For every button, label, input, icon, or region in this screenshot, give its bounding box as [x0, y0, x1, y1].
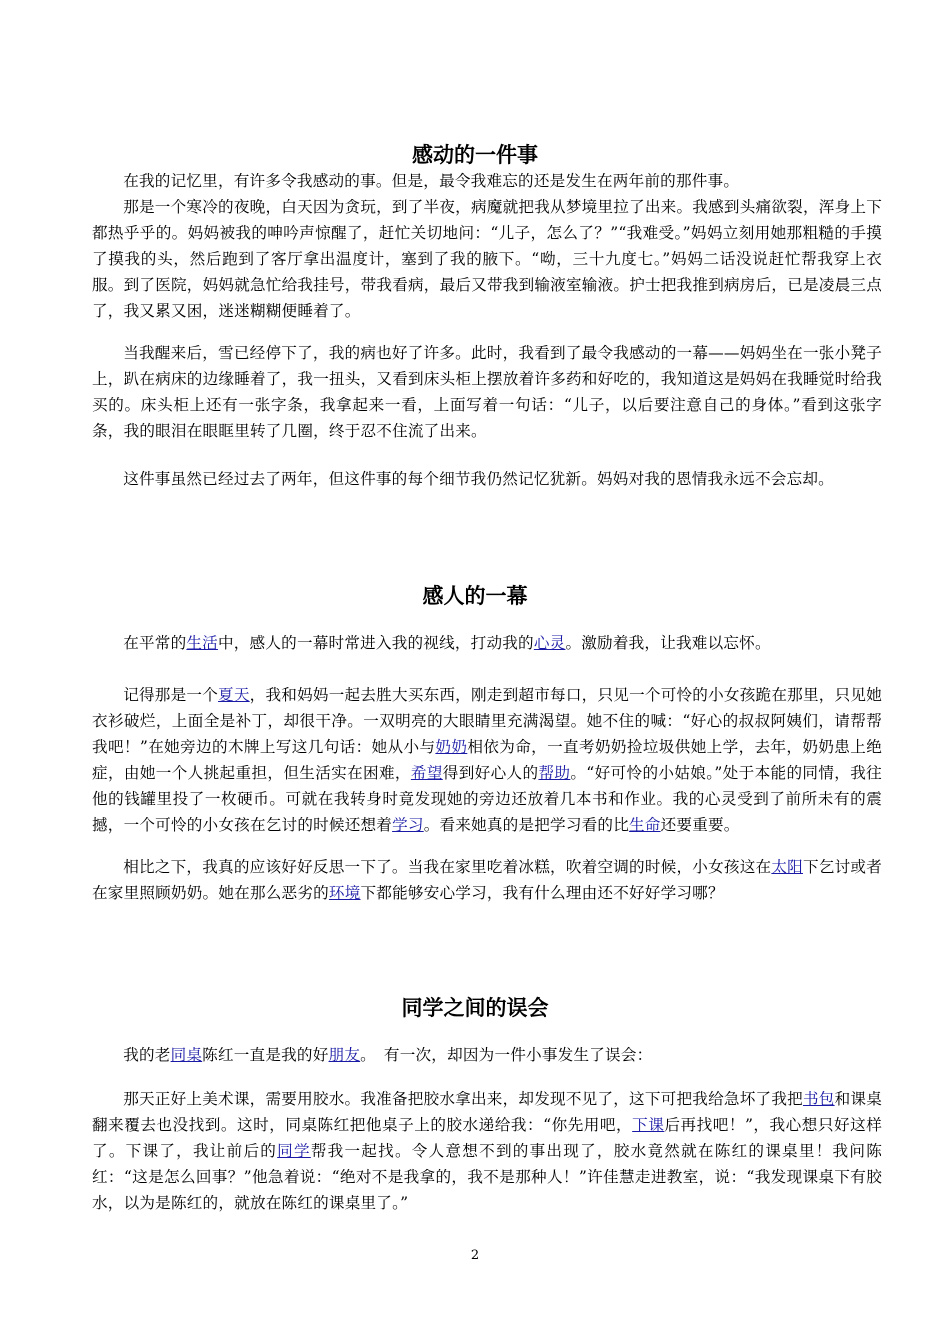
inline-link[interactable]: 帮助 — [538, 764, 571, 782]
paragraph-text: 当我醒来后，雪已经停下了，我的病也好了许多。此时，我看到了最令我感动的一幕——妈妈坐在一张小凳子上，趴在病床的边缘睡着了，我一扭头，又看到床头柜上摆放着许多药和好吃的，我知道这是妈妈在我睡觉时给我买的。床头柜上还有一张字条，我拿起来一看，上面写着一句话：“儿子，以后要注意自己的身体。”看到这张字条，我的眼泪在眼眶里转了几圈，终于忍不住流了出来。 — [92, 344, 882, 440]
inline-link[interactable]: 书包 — [802, 1090, 835, 1108]
paragraph-text: 和课桌翻来覆去也没找到。这时，同桌陈红把他桌子上的胶水递给我：“你先用吧， — [92, 1090, 882, 1134]
inline-link[interactable]: 同桌 — [170, 1046, 203, 1064]
paragraph-text: 那是一个寒冷的夜晚，白天因为贪玩，到了半夜，病魔就把我从梦境里拉了出来。我感到头痛欲裂，浑身上下都热乎乎的。妈妈被我的呻吟声惊醒了，赶忙关切地问：“儿子，怎么了？”“我难受。”妈妈立刻用她那粗糙的手摸了摸我的头，然后跑到了客厅拿出温度计，塞到了我的腋下。“呦，三十九度七。”妈妈二话没说赶忙帮我穿上衣服。到了医院，妈妈就急忙给我挂号，带我看病，最后又带我到输液室输液。护士把我推到病房后，已是凌晨三点了，我又累又困，迷迷糊糊便睡着了。 — [92, 198, 882, 320]
paragraph — [92, 466, 882, 492]
paragraph-text: 还要重要。 — [660, 816, 740, 834]
paragraph-text: 记得那是一个 — [123, 686, 219, 704]
paragraph-text: 陈红一直是我的好 — [202, 1046, 329, 1064]
inline-link[interactable]: 奶奶 — [435, 738, 468, 756]
section-title: 同学之间的误会 — [401, 996, 549, 1020]
paragraph — [92, 194, 882, 324]
paragraph-text: 这件事虽然已经过去了两年，但这件事的每个细节我仍然记忆犹新。妈妈对我的恩情我永远不会忘却。 — [123, 470, 834, 488]
paragraph-text: ，我和妈妈一起去胜大买东西，刚走到超市每口，只见一个可怜的小女孩跪在那里，只见她衣衫破烂，上面全是补丁，却很干净。一双明亮的大眼睛里充满渴望。她不住的喊：“好心的叔叔阿姨们，请帮帮我吧！”在她旁边的木牌上写这几句话：她从小与 — [92, 686, 882, 756]
paragraph-text: 。 有一次，却因为一件小事发生了误会： — [360, 1046, 653, 1064]
inline-link[interactable]: 朋友 — [328, 1046, 361, 1064]
paragraph — [92, 630, 882, 656]
section-title: 感动的一件事 — [412, 143, 538, 167]
paragraph-text: 相比之下，我真的应该好好反思一下了。当我在家里吃着冰糕，吹着空调的时候，小女孩这在 — [123, 858, 772, 876]
inline-link[interactable]: 环境 — [328, 884, 361, 902]
paragraph — [92, 1042, 882, 1068]
inline-link[interactable]: 夏天 — [218, 686, 250, 704]
paragraph-text: 。激励着我，让我难以忘怀。 — [565, 634, 771, 652]
inline-link[interactable]: 学习 — [392, 816, 424, 834]
paragraph-text: 下都能够安心学习，我有什么理由还不好好学习哪？ — [360, 884, 724, 902]
paragraph-text: 中，感人的一幕时常进入我的视线，打动我的 — [217, 634, 534, 652]
page-number: 2 — [470, 1248, 480, 1263]
paragraph-text: 后再找吧！”，我心想只好这样了。下课了，我让前后的 — [92, 1116, 883, 1160]
paragraph-text: 相依为命，一直考奶奶捡垃圾供她上学，去年，奶奶患上绝症，由她一个人挑起重担，但生活实在困难， — [92, 738, 883, 782]
section-title: 感人的一幕 — [422, 584, 528, 608]
inline-link[interactable]: 下课 — [632, 1116, 665, 1134]
paragraph — [92, 340, 882, 444]
paragraph — [92, 682, 882, 838]
paragraph — [92, 168, 882, 194]
paragraph-text: 得到好心人的 — [442, 764, 539, 782]
inline-link[interactable]: 生命 — [629, 816, 661, 834]
paragraph-text: 。看来她真的是把学习看的比 — [423, 816, 630, 834]
paragraph-text: 帮我一起找。令人意想不到的事出现了，胶水竟然就在陈红的课桌里！我问陈红：“这是怎么回事？”他急着说：“绝对不是我拿的，我不是那种人！”许佳慧走进教室，说：“我发现课桌下有胶水，以为是陈红的，就放在陈红的课桌里了。” — [92, 1142, 882, 1212]
inline-link[interactable]: 太阳 — [771, 858, 803, 876]
paragraph — [92, 1086, 882, 1216]
paragraph-text: 在我的记忆里，有许多令我感动的事。但是，最令我难忘的还是发生在两年前的那件事。 — [123, 172, 740, 190]
paragraph-text: 。“好可怜的小姑娘。”处于本能的同情，我往他的钱罐里投了一枚硬币。可就在我转身时竟发现她的旁边还放着几本书和作业。我的心灵受到了前所未有的震撼，一个可怜的小女孩在乞讨的时候还想着 — [92, 764, 882, 834]
inline-link[interactable]: 同学 — [277, 1142, 311, 1160]
paragraph — [92, 854, 882, 906]
paragraph-text: 在平常的 — [123, 634, 187, 652]
paragraph-text: 下乞讨或者在家里照顾奶奶。她在那么恶劣的 — [92, 858, 882, 902]
inline-link[interactable]: 生活 — [186, 634, 218, 652]
paragraph-text: 我的老 — [123, 1046, 171, 1064]
inline-link[interactable]: 心灵 — [533, 634, 566, 652]
paragraph-text: 那天正好上美术课，需要用胶水。我准备把胶水拿出来，却发现不见了，这下可把我给急坏了我把 — [123, 1090, 803, 1108]
inline-link[interactable]: 希望 — [410, 764, 443, 782]
